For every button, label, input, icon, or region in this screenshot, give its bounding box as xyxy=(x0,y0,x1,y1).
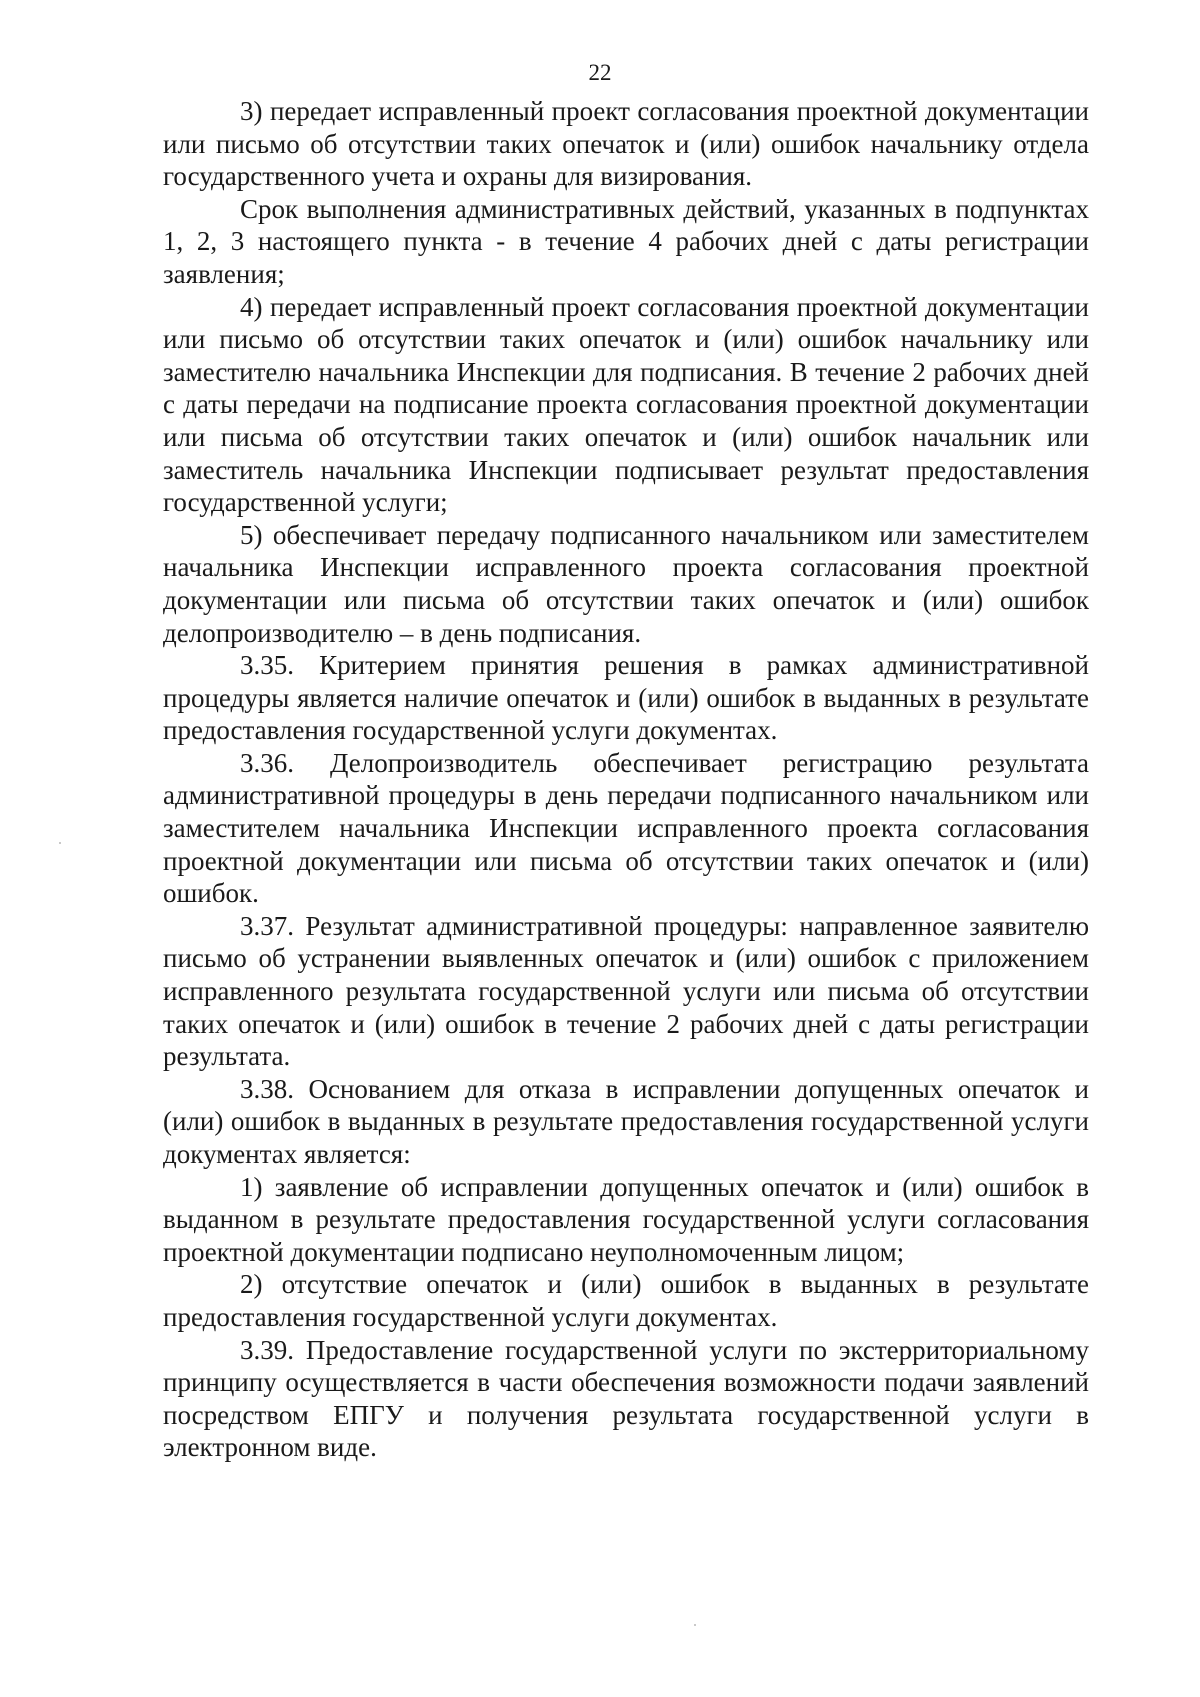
paragraph-3-39: 3.39. Предоставление государственной услуги по экстерриториальному принципу осуществляется в части обеспечения возможности подачи заявлений посредством ЕПГУ и получения результата государственной услуги в электронном виде. xyxy=(163,1334,1089,1463)
document-body xyxy=(163,95,1089,1464)
paragraph-3-38: 3.38. Основанием для отказа в исправлении допущенных опечаток и (или) ошибок в выданных в результате предоставления государственной услуги документах является: xyxy=(163,1073,1089,1169)
scan-speck xyxy=(59,842,61,844)
paragraph-3-38-item-2: 2) отсутствие опечаток и (или) ошибок в выданных в результате предоставления государственной услуги документах. xyxy=(163,1269,1089,1332)
paragraph-item-5: 5) обеспечивает передачу подписанного начальником или заместителем начальника Инспекции исправленного проекта согласования проектной документации или письма об отсутствии таких опечаток и (или) ошибок делопроизводителю – в день подписания. xyxy=(163,519,1089,648)
paragraph-3-38-item-1: 1) заявление об исправлении допущенных опечаток и (или) ошибок в выданном в результате предоставления государственной услуги согласования проектной документации подписано неуполномоченным лицом; xyxy=(163,1171,1089,1267)
scan-speck xyxy=(694,1624,696,1626)
paragraph-3-36: 3.36. Делопроизводитель обеспечивает регистрацию результата административной процедуры в день передачи подписанного начальником или заместителем начальника Инспекции исправленного проекта согласования проектной документации или письма об отсутствии таких опечаток и (или) ошибок. xyxy=(163,747,1089,909)
paragraph-item-4: 4) передает исправленный проект согласования проектной документации или письмо об отсутствии таких опечаток и (или) ошибок начальнику или заместителю начальника Инспекции для подписания. В течение 2 рабочих дней с даты передачи на подписание проекта согласования проектной документации или письма об отсутствии таких опечаток и (или) ошибок начальник или заместитель начальника Инспекции подписывает результат предоставления государственной услуги; xyxy=(163,291,1089,518)
page-number: 22 xyxy=(588,60,612,85)
paragraph-3-35: 3.35. Критерием принятия решения в рамках административной процедуры является наличие опечаток и (или) ошибок в выданных в результате предоставления государственной услуги документах. xyxy=(163,650,1089,746)
paragraph-item-3: 3) передает исправленный проект согласования проектной документации или письмо об отсутствии таких опечаток и (или) ошибок начальнику отдела государственного учета и охраны для визирования. xyxy=(163,96,1089,192)
paragraph-deadline: Срок выполнения административных действий, указанных в подпунктах 1, 2, 3 настоящего пункта - в течение 4 рабочих дней с даты регистрации заявления; xyxy=(163,193,1089,289)
paragraph-3-37: 3.37. Результат административной процедуры: направленное заявителю письмо об устранении выявленных опечаток и (или) ошибок с приложением исправленного результата государственной услуги или письма об отсутствии таких опечаток и (или) ошибок в течение 2 рабочих дней с даты регистрации результата. xyxy=(163,910,1089,1072)
